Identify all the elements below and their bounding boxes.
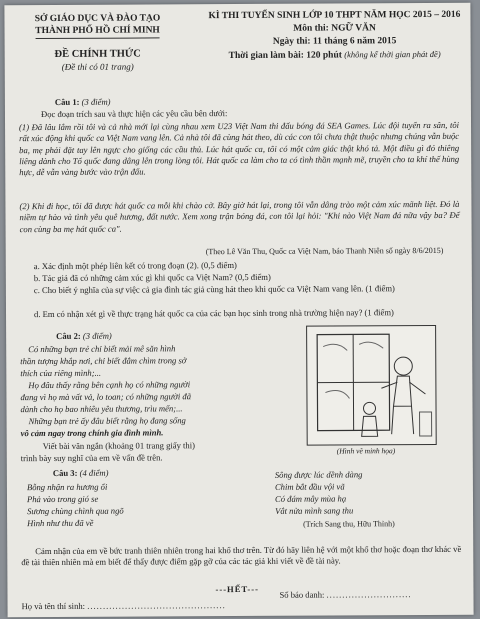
q2-points: (3 điểm): [82, 330, 112, 341]
poem-source: (Trích Sang thu, Hữu Thỉnh): [303, 519, 395, 529]
q1-heading: [55, 97, 111, 108]
q1-intro: Đọc đoạn trích sau và thực hiện các yêu cầu bên dưới:: [40, 108, 228, 120]
window-scene-illustration: [307, 326, 436, 445]
q2-task-1: Viết bài văn ngắn (khoảng 01 trang giấy thi): [42, 440, 195, 452]
page-count: (Đề thi có 01 trang): [61, 61, 134, 72]
duration-note: (không kể thời gian phát đề): [344, 48, 441, 60]
q2-line-6: dành cho họ bao nhiêu yêu thương, trìu mến;...: [20, 403, 183, 415]
poem-right-2: Chim bắt đầu vội vã: [274, 481, 345, 492]
candidate-number-label: Số báo danh: ...........................: [279, 589, 412, 600]
q1-passage-2: (2) Khi đi học, tôi đã được hát quốc ca mỗi khi chào cờ. Bây giờ hát lại, trong tôi vẫn dâng trào một cảm xúc mãnh liệt. Đó là niềm tự hào và tình yêu quê hương, đất nước. Xem xong trận bóng đá, con tôi lại hỏi: "Khi nào Việt Nam đá nữa vậy ba? Để con cùng ba mẹ hát quốc ca".: [19, 198, 460, 234]
q3-heading: [53, 468, 109, 479]
q2-line-1: Có những bạn trẻ chỉ biết mải mê săn hình: [28, 343, 176, 355]
q2-line-2: thần tượng khắp nơi, chỉ biết đắm chìm trong sở: [20, 355, 187, 367]
poem-right-3: Có đám mây mùa hạ: [274, 493, 347, 504]
q2-line-5: đang vì họ mà vất vả, lo toan; có những người đã: [20, 391, 192, 403]
poem-right-4: Vắt nửa mình sang thu: [275, 505, 354, 516]
official-label: ĐỀ CHÍNH THỨC: [54, 48, 141, 60]
candidate-name-text: Họ và tên thí sinh:: [21, 600, 86, 612]
header-left: [12, 12, 182, 73]
illustration-caption: (Hình vẽ minh họa): [336, 446, 396, 456]
q2-task-2: trình bày suy nghĩ của em về vấn đề trên.: [20, 452, 163, 464]
q2-line-8: vô cảm ngay trong chính gia đình mình.: [20, 427, 164, 439]
exam-paper: [4, 3, 473, 617]
illustration: [306, 325, 437, 446]
q2-line-7: Những bạn trẻ ấy đâu biết rằng họ đang sống: [28, 415, 186, 427]
q1-source: (Theo Lê Văn Thu, Quốc ca Việt Nam, báo Thanh Niên số ngày 8/6/2015): [205, 245, 444, 257]
poem-right-1: Sông được lúc dềnh dàng: [274, 469, 363, 480]
q2-title: Câu 2:: [56, 330, 81, 341]
q1-item-b: b. Tác giả đã có những cảm xúc gì khi quốc ca Việt Nam? (0,5 điểm): [33, 271, 271, 284]
q3-title: Câu 3:: [52, 467, 78, 478]
candidate-name-label: Họ và tên thí sinh: ............................................: [21, 600, 226, 612]
q2-line-4: Họ đâu thấy rằng bên cạnh họ có những người: [28, 379, 191, 391]
poem-left-3: Sương chùng chình qua ngõ: [27, 505, 124, 517]
subject-line: Môn thi: NGỮ VĂN: [293, 23, 376, 34]
q1-title: Câu 1:: [54, 96, 80, 107]
q1-item-c: c. Cho biết ý nghĩa của sự việc cả gia đình tác giả cùng hát theo khi quốc ca Việt Nam vang lên. (1 điểm): [33, 283, 395, 296]
q2-heading: [56, 331, 112, 342]
q1-passage-1: (1) Đã lâu lắm rồi tôi và cả nhà mới lại cùng nhau xem U23 Việt Nam thi đấu bóng đá SEA Games. Lúc đội tuyển ra sân, tôi rất xúc động khi quốc ca Việt Nam vang lên. Cả nhà tôi đã cùng hát theo, dù các con tôi chưa thật thuộc nhưng chúng vẫn buộc ba, mẹ phải đặt tay lên ngực cho giống các cầu thủ. Lúc hát quốc ca, tôi có một cảm giác thật khó tả. Một điều gì đó thiêng liêng dành cho Tổ quốc đang dâng lên trong lòng tôi. Hát quốc ca làm cho ta có tình thần mạnh mẽ, truyền cho ta khí thế hùng hực, dễ vẫn vàng bước vào trận đấu.: [19, 119, 460, 178]
header-right: [204, 9, 464, 63]
end-marker: ---HẾT---: [215, 583, 260, 595]
exam-title: KÌ THI TUYỂN SINH LỚP 10 THPT NĂM HỌC 2015 – 2016: [208, 9, 461, 22]
city-name: THÀNH PHỐ HỒ CHÍ MINH: [35, 24, 160, 39]
q1-item-a: a. Xác định một phép liên kết có trong đoạn (2). (0,5 điểm): [33, 260, 237, 272]
poem-left-4: Hình như thu đã về: [27, 517, 94, 529]
candidate-number-text: Số báo danh:: [279, 589, 325, 600]
q2-line-3: thích của riêng mình;...: [20, 367, 102, 379]
exam-date: Ngày thi: 11 tháng 6 năm 2015: [272, 36, 397, 47]
poem-left-1: Bỗng nhận ra hương ổi: [26, 481, 108, 493]
q3-points: (4 điểm): [79, 467, 109, 478]
q1-points: (3 điểm): [81, 96, 111, 107]
department-name: SỞ GIÁO DỤC VÀ ĐÀO TẠO: [34, 13, 161, 25]
q1-item-d: d. Em có nhận xét gì về thực trạng hát quốc ca của các bạn học sinh trong nhà trường hiện nay? (1 điểm): [33, 307, 394, 320]
exam-duration: Thời gian làm bài: 120 phút: [228, 50, 342, 62]
poem-left-2: Phả vào trong gió se: [26, 493, 99, 505]
q3-task: Cảm nhận của em về bức tranh thiên nhiên trong hai khổ thơ trên. Từ đó hãy liên hệ với một khổ thơ hoặc đoạn thơ khác về đề tài thiên nhiên mà em biết để thấy được điểm gặp gỡ của các tác giả khi viết về đề tài này.: [21, 543, 462, 568]
